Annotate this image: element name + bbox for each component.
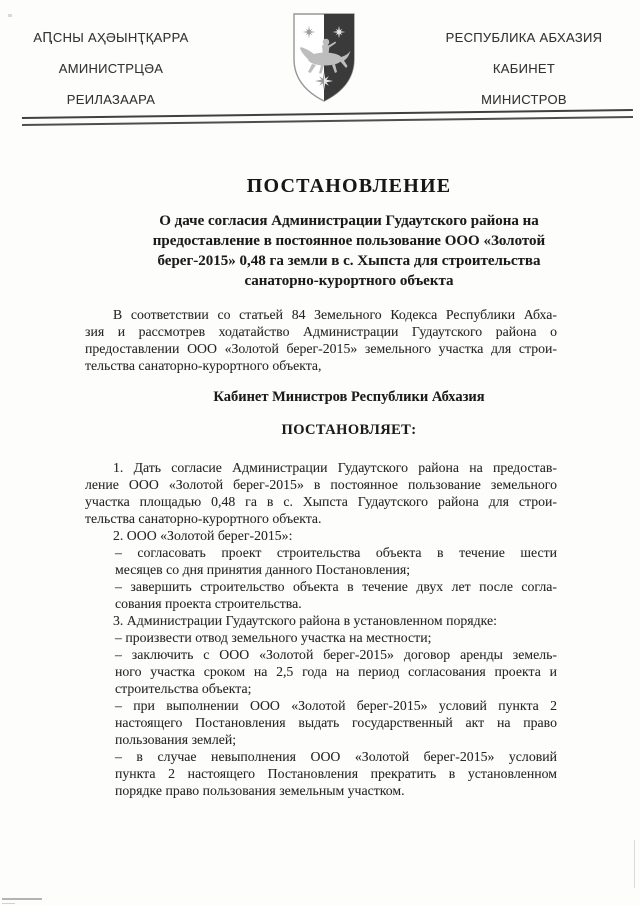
text-line: пользования землей; [115,732,237,747]
text-line: предоставлении ООО «Золотой берег-2015» земельного участка для строи- [85,341,557,356]
abkhazia-coat-of-arms-icon [288,11,360,110]
document-title: ПОСТАНОВЛЕНИЕ [246,175,452,197]
resolution-items [85,459,557,799]
scan-artifact [634,840,635,888]
text-line: 3. Администрации Гудаутского района в установленном порядке: [113,613,497,628]
text-line: 1. Дать согласие Администрации Гудаутского района на предостав- [113,460,557,475]
letterhead-abkhaz-line: РЕИЛАЗААРА [66,92,156,107]
subject-line: предоставление в постоянное пользование ООО «Золотой [152,233,546,249]
text-line: – при выполнении ООО «Золотой берег-2015» условий пункта 2 [115,698,557,713]
text-line: 2. ООО «Золотой берег-2015»: [113,528,293,543]
preamble-paragraph [85,306,557,374]
text-line: – заключить с ООО «Золотой берег-2015» договор аренды земель- [115,647,557,662]
resolution-item-2 [85,527,557,544]
scan-artifact [2,903,15,904]
text-line: месяцев со дня принятия данного Постановления; [115,562,411,577]
text-line: – в случае невыполнения ООО «Золотой берег-2015» условий [115,749,557,764]
dash-subitem [115,646,557,697]
resolution-item-3 [85,612,557,629]
letterhead-abkhaz-line: АԤСНЫ АҲӘЫНҬҚАРРА [33,30,189,45]
text-line: ного участка сроком на 2,5 года на период согласования проекта и [115,664,557,679]
dash-subitem [115,697,557,748]
dash-subitem [115,748,557,799]
text-line: настоящего Постановления выдать государственный акт на право [115,715,557,730]
dash-subitem [115,629,557,646]
text-line: – завершить строительство объекта в течение двух лет после согла- [115,579,557,594]
text-line: зия и рассмотрев ходатайство Администрации Гудаутского района о [85,324,557,339]
letterhead-abkhaz-line: АМИНИСТРЦӘА [58,61,164,76]
dash-subitem [115,544,557,578]
text-line: строительства объекта; [115,681,252,696]
letterhead-russian-line: РЕСПУБЛИКА АБХАЗИЯ [445,30,603,45]
text-line: участка площадью 0,48 га в с. Хыпста Гудаутского района для строи- [85,494,557,509]
document-subject [85,211,557,291]
dash-subitem [115,578,557,612]
document-body [85,176,557,799]
resolves-heading: ПОСТАНОВЛЯЕТ: [281,422,417,438]
subject-line: О даче согласия Администрации Гудаутского района на [159,213,539,229]
scan-artifact [8,14,12,17]
text-line: сования проекта строительства. [115,596,302,611]
letterhead-russian-line: КАБИНЕТ [492,61,556,76]
authority-heading: Кабинет Министров Республики Абхазия [213,389,485,405]
text-line: тельства санаторно-курортного объекта. [85,511,322,526]
text-line: ление ООО «Золотой берег-2015» в постоянное пользование земельного [85,477,557,492]
text-line: пункта 2 настоящего Постановления прекратить в установленном [115,766,557,781]
text-line: порядке право пользования земельным участком. [115,783,405,798]
letterhead-russian-line: МИНИСТРОВ [481,92,567,107]
resolution-item-1 [85,459,557,527]
text-line: – произвести отвод земельного участка на местности; [115,630,432,645]
letterhead-abkhaz [10,22,212,115]
text-line: тельства санаторно-курортного объекта, [85,358,322,373]
scan-artifact [2,898,42,900]
letterhead-russian [418,22,630,115]
text-line: – согласовать проект строительства объекта в течение шести [115,545,557,560]
subject-line: санаторно-курортного объекта [244,273,454,289]
text-line: В соответствии со статьей 84 Земельного Кодекса Республики Абха- [113,307,557,322]
subject-line: берег-2015» 0,48 га земли в с. Хыпста для строительства [157,253,541,269]
